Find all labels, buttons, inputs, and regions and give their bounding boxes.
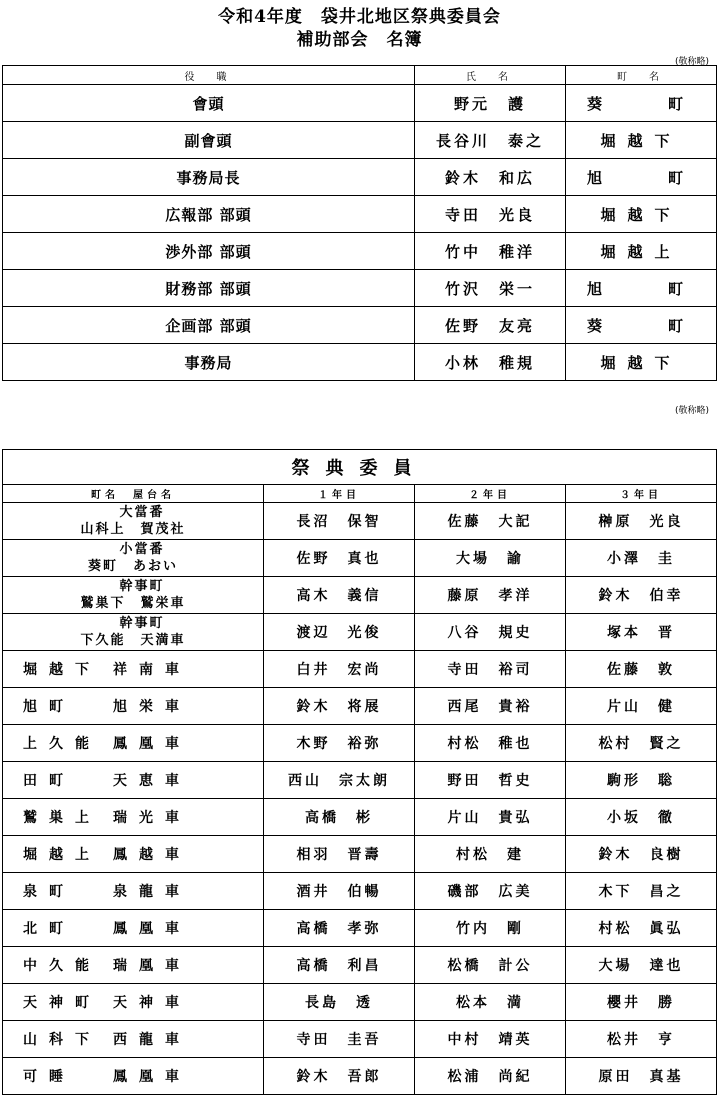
officer-name: 竹沢 栄一 [415, 270, 566, 307]
committee-role-cell [3, 540, 264, 577]
committee-town: 中久能 [23, 958, 101, 974]
committee-year1-name: 高橋 孝弥 [264, 910, 415, 947]
committee-yatai: 鳳凰車 [113, 1069, 191, 1085]
officer-name: 野元 護 [415, 85, 566, 122]
committee-header-row [3, 485, 717, 503]
committee-year1-name: 長沼 保智 [264, 503, 415, 540]
committee-town-cell [3, 910, 264, 947]
committee-town: 旭町 [23, 699, 75, 715]
committee-year1-name: 長島 透 [264, 984, 415, 1021]
committee-row [3, 1058, 717, 1095]
officer-row [3, 85, 717, 122]
officer-town: 葵 町 [566, 85, 717, 122]
officer-name: 寺田 光良 [415, 196, 566, 233]
committee-year3-name: 塚本 晋 [566, 614, 717, 651]
committee-row [3, 725, 717, 762]
committee-year1-name: 佐野 真也 [264, 540, 415, 577]
committee-year2-name: 大場 諭 [415, 540, 566, 577]
honorific-note-2: (敬称略) [674, 406, 709, 416]
officer-name: 竹中 稚洋 [415, 233, 566, 270]
committee-header-year1: １年目 [264, 485, 415, 503]
committee-year1-name: 渡辺 光俊 [264, 614, 415, 651]
committee-table [2, 449, 717, 1095]
committee-year2-name: 村松 建 [415, 836, 566, 873]
officer-name: 長谷川 泰之 [415, 122, 566, 159]
officer-town: 堀越上 [566, 233, 717, 270]
committee-header-year2: ２年目 [415, 485, 566, 503]
committee-header-town: 町名 屋台名 [3, 485, 264, 503]
committee-town-cell [3, 688, 264, 725]
committee-town-cell [3, 984, 264, 1021]
committee-year3-name: 村松 眞弘 [566, 910, 717, 947]
committee-year3-name: 小坂 徹 [566, 799, 717, 836]
committee-year3-name: 原田 真基 [566, 1058, 717, 1095]
committee-year1-name: 白井 宏尚 [264, 651, 415, 688]
officer-position: 事務局長 [3, 159, 415, 196]
committee-year1-name: 高木 義信 [264, 577, 415, 614]
committee-yatai: 旭栄車 [113, 699, 191, 715]
committee-town-cell [3, 873, 264, 910]
committee-year3-name: 小澤 圭 [566, 540, 717, 577]
committee-year3-name: 佐藤 敦 [566, 651, 717, 688]
committee-town-yatai: 下久能 天満車 [80, 633, 186, 648]
committee-year2-name: 松橋 計公 [415, 947, 566, 984]
committee-yatai: 泉龍車 [113, 884, 191, 900]
committee-year3-name: 鈴木 良樹 [566, 836, 717, 873]
committee-role-cell [3, 614, 264, 651]
committee-year3-name: 榊原 光良 [566, 503, 717, 540]
officers-header-name: 氏 名 [415, 66, 566, 85]
committee-town-yatai: 葵町 あおい [87, 559, 178, 574]
committee-row [3, 836, 717, 873]
committee-row [3, 614, 717, 651]
committee-row [3, 947, 717, 984]
officer-row [3, 307, 717, 344]
committee-row [3, 577, 717, 614]
officer-town: 旭 町 [566, 270, 717, 307]
committee-town-cell [3, 1058, 264, 1095]
committee-yatai: 瑞光車 [113, 810, 191, 826]
officer-position: 副會頭 [3, 122, 415, 159]
committee-town-cell [3, 799, 264, 836]
committee-town: 田町 [23, 773, 75, 789]
committee-yatai: 鳳凰車 [113, 736, 191, 752]
officer-position: 企画部 部頭 [3, 307, 415, 344]
committee-row [3, 910, 717, 947]
officer-position: 渉外部 部頭 [3, 233, 415, 270]
committee-town-cell [3, 836, 264, 873]
committee-year1-name: 相羽 晋壽 [264, 836, 415, 873]
committee-role: 大當番 [119, 505, 165, 520]
committee-year3-name: 大場 達也 [566, 947, 717, 984]
officer-town: 葵 町 [566, 307, 717, 344]
committee-town-cell [3, 651, 264, 688]
committee-row [3, 799, 717, 836]
committee-year3-name: 駒形 聡 [566, 762, 717, 799]
committee-title-row [3, 450, 717, 485]
officer-row [3, 122, 717, 159]
committee-yatai: 祥南車 [113, 662, 191, 678]
committee-title: 祭典委員 [3, 450, 717, 485]
committee-year2-name: 松本 満 [415, 984, 566, 1021]
committee-year2-name: 野田 哲史 [415, 762, 566, 799]
committee-year2-name: 村松 稚也 [415, 725, 566, 762]
committee-year3-name: 櫻井 勝 [566, 984, 717, 1021]
committee-year3-name: 松井 亨 [566, 1021, 717, 1058]
committee-year3-name: 鈴木 伯幸 [566, 577, 717, 614]
committee-year3-name: 松村 賢之 [566, 725, 717, 762]
committee-yatai: 鳳凰車 [113, 921, 191, 937]
committee-town: 堀越下 [23, 662, 101, 678]
committee-role-cell [3, 577, 264, 614]
committee-town-yatai: 山科上 賀茂社 [80, 522, 186, 537]
committee-year2-name: 片山 貴弘 [415, 799, 566, 836]
committee-role-cell [3, 503, 264, 540]
committee-yatai: 瑞凰車 [113, 958, 191, 974]
officer-position: 広報部 部頭 [3, 196, 415, 233]
officer-position: 事務局 [3, 344, 415, 381]
committee-year1-name: 高橋 利昌 [264, 947, 415, 984]
committee-row [3, 540, 717, 577]
officer-row [3, 270, 717, 307]
officer-town: 堀越下 [566, 196, 717, 233]
officer-position: 會頭 [3, 85, 415, 122]
committee-year1-name: 高橋 彬 [264, 799, 415, 836]
officers-header-town: 町 名 [566, 66, 717, 85]
committee-town: 山科下 [23, 1032, 101, 1048]
officer-town: 堀越下 [566, 122, 717, 159]
committee-year1-name: 西山 宗太朗 [264, 762, 415, 799]
committee-year1-name: 鈴木 将展 [264, 688, 415, 725]
committee-year2-name: 西尾 貴裕 [415, 688, 566, 725]
committee-role: 幹事町 [119, 579, 165, 594]
committee-row [3, 984, 717, 1021]
officers-table [2, 65, 717, 381]
committee-year2-name: 中村 靖英 [415, 1021, 566, 1058]
committee-year2-name: 寺田 裕司 [415, 651, 566, 688]
committee-town: 北町 [23, 921, 75, 937]
officer-position: 財務部 部頭 [3, 270, 415, 307]
committee-row [3, 503, 717, 540]
committee-yatai: 西龍車 [113, 1032, 191, 1048]
committee-town: 泉町 [23, 884, 75, 900]
officer-town: 堀越下 [566, 344, 717, 381]
committee-town: 堀越上 [23, 847, 101, 863]
committee-yatai: 天恵車 [113, 773, 191, 789]
officer-row [3, 344, 717, 381]
committee-town-cell [3, 1021, 264, 1058]
committee-yatai: 天神車 [113, 995, 191, 1011]
committee-town-cell [3, 725, 264, 762]
committee-year1-name: 酒井 伯暢 [264, 873, 415, 910]
officers-header-row [3, 66, 717, 85]
committee-year1-name: 寺田 圭吾 [264, 1021, 415, 1058]
committee-town-yatai: 鷲巣下 鷲栄車 [80, 596, 186, 611]
officer-row [3, 159, 717, 196]
committee-town-cell [3, 947, 264, 984]
committee-town: 天神町 [23, 995, 101, 1011]
committee-town-cell [3, 762, 264, 799]
committee-row [3, 1021, 717, 1058]
officer-town: 旭 町 [566, 159, 717, 196]
committee-year2-name: 松浦 尚紀 [415, 1058, 566, 1095]
honorific-note: (敬称略) [674, 57, 709, 67]
committee-town: 鷲巣上 [23, 810, 101, 826]
committee-year2-name: 竹内 剛 [415, 910, 566, 947]
committee-header-year3: ３年目 [566, 485, 717, 503]
committee-row [3, 688, 717, 725]
committee-row [3, 651, 717, 688]
committee-year1-name: 鈴木 吾郎 [264, 1058, 415, 1095]
committee-year3-name: 木下 昌之 [566, 873, 717, 910]
officers-header-position: 役 職 [3, 66, 415, 85]
committee-town: 上久能 [23, 736, 101, 752]
committee-role: 小當番 [119, 542, 165, 557]
officer-row [3, 233, 717, 270]
document-title: 令和4年度 袋井北地区祭典委員会 [218, 7, 501, 27]
officer-name: 佐野 友亮 [415, 307, 566, 344]
committee-year2-name: 八谷 規史 [415, 614, 566, 651]
committee-year2-name: 磯部 広美 [415, 873, 566, 910]
committee-year1-name: 木野 裕弥 [264, 725, 415, 762]
committee-year3-name: 片山 健 [566, 688, 717, 725]
committee-row [3, 873, 717, 910]
committee-yatai: 鳳越車 [113, 847, 191, 863]
committee-town: 可睡 [23, 1069, 75, 1085]
committee-row [3, 762, 717, 799]
document-subtitle: 補助部会 名簿 [296, 30, 423, 50]
committee-year2-name: 藤原 孝洋 [415, 577, 566, 614]
committee-year2-name: 佐藤 大記 [415, 503, 566, 540]
committee-role: 幹事町 [119, 616, 165, 631]
officer-name: 鈴木 和広 [415, 159, 566, 196]
officer-row [3, 196, 717, 233]
officer-name: 小林 稚規 [415, 344, 566, 381]
